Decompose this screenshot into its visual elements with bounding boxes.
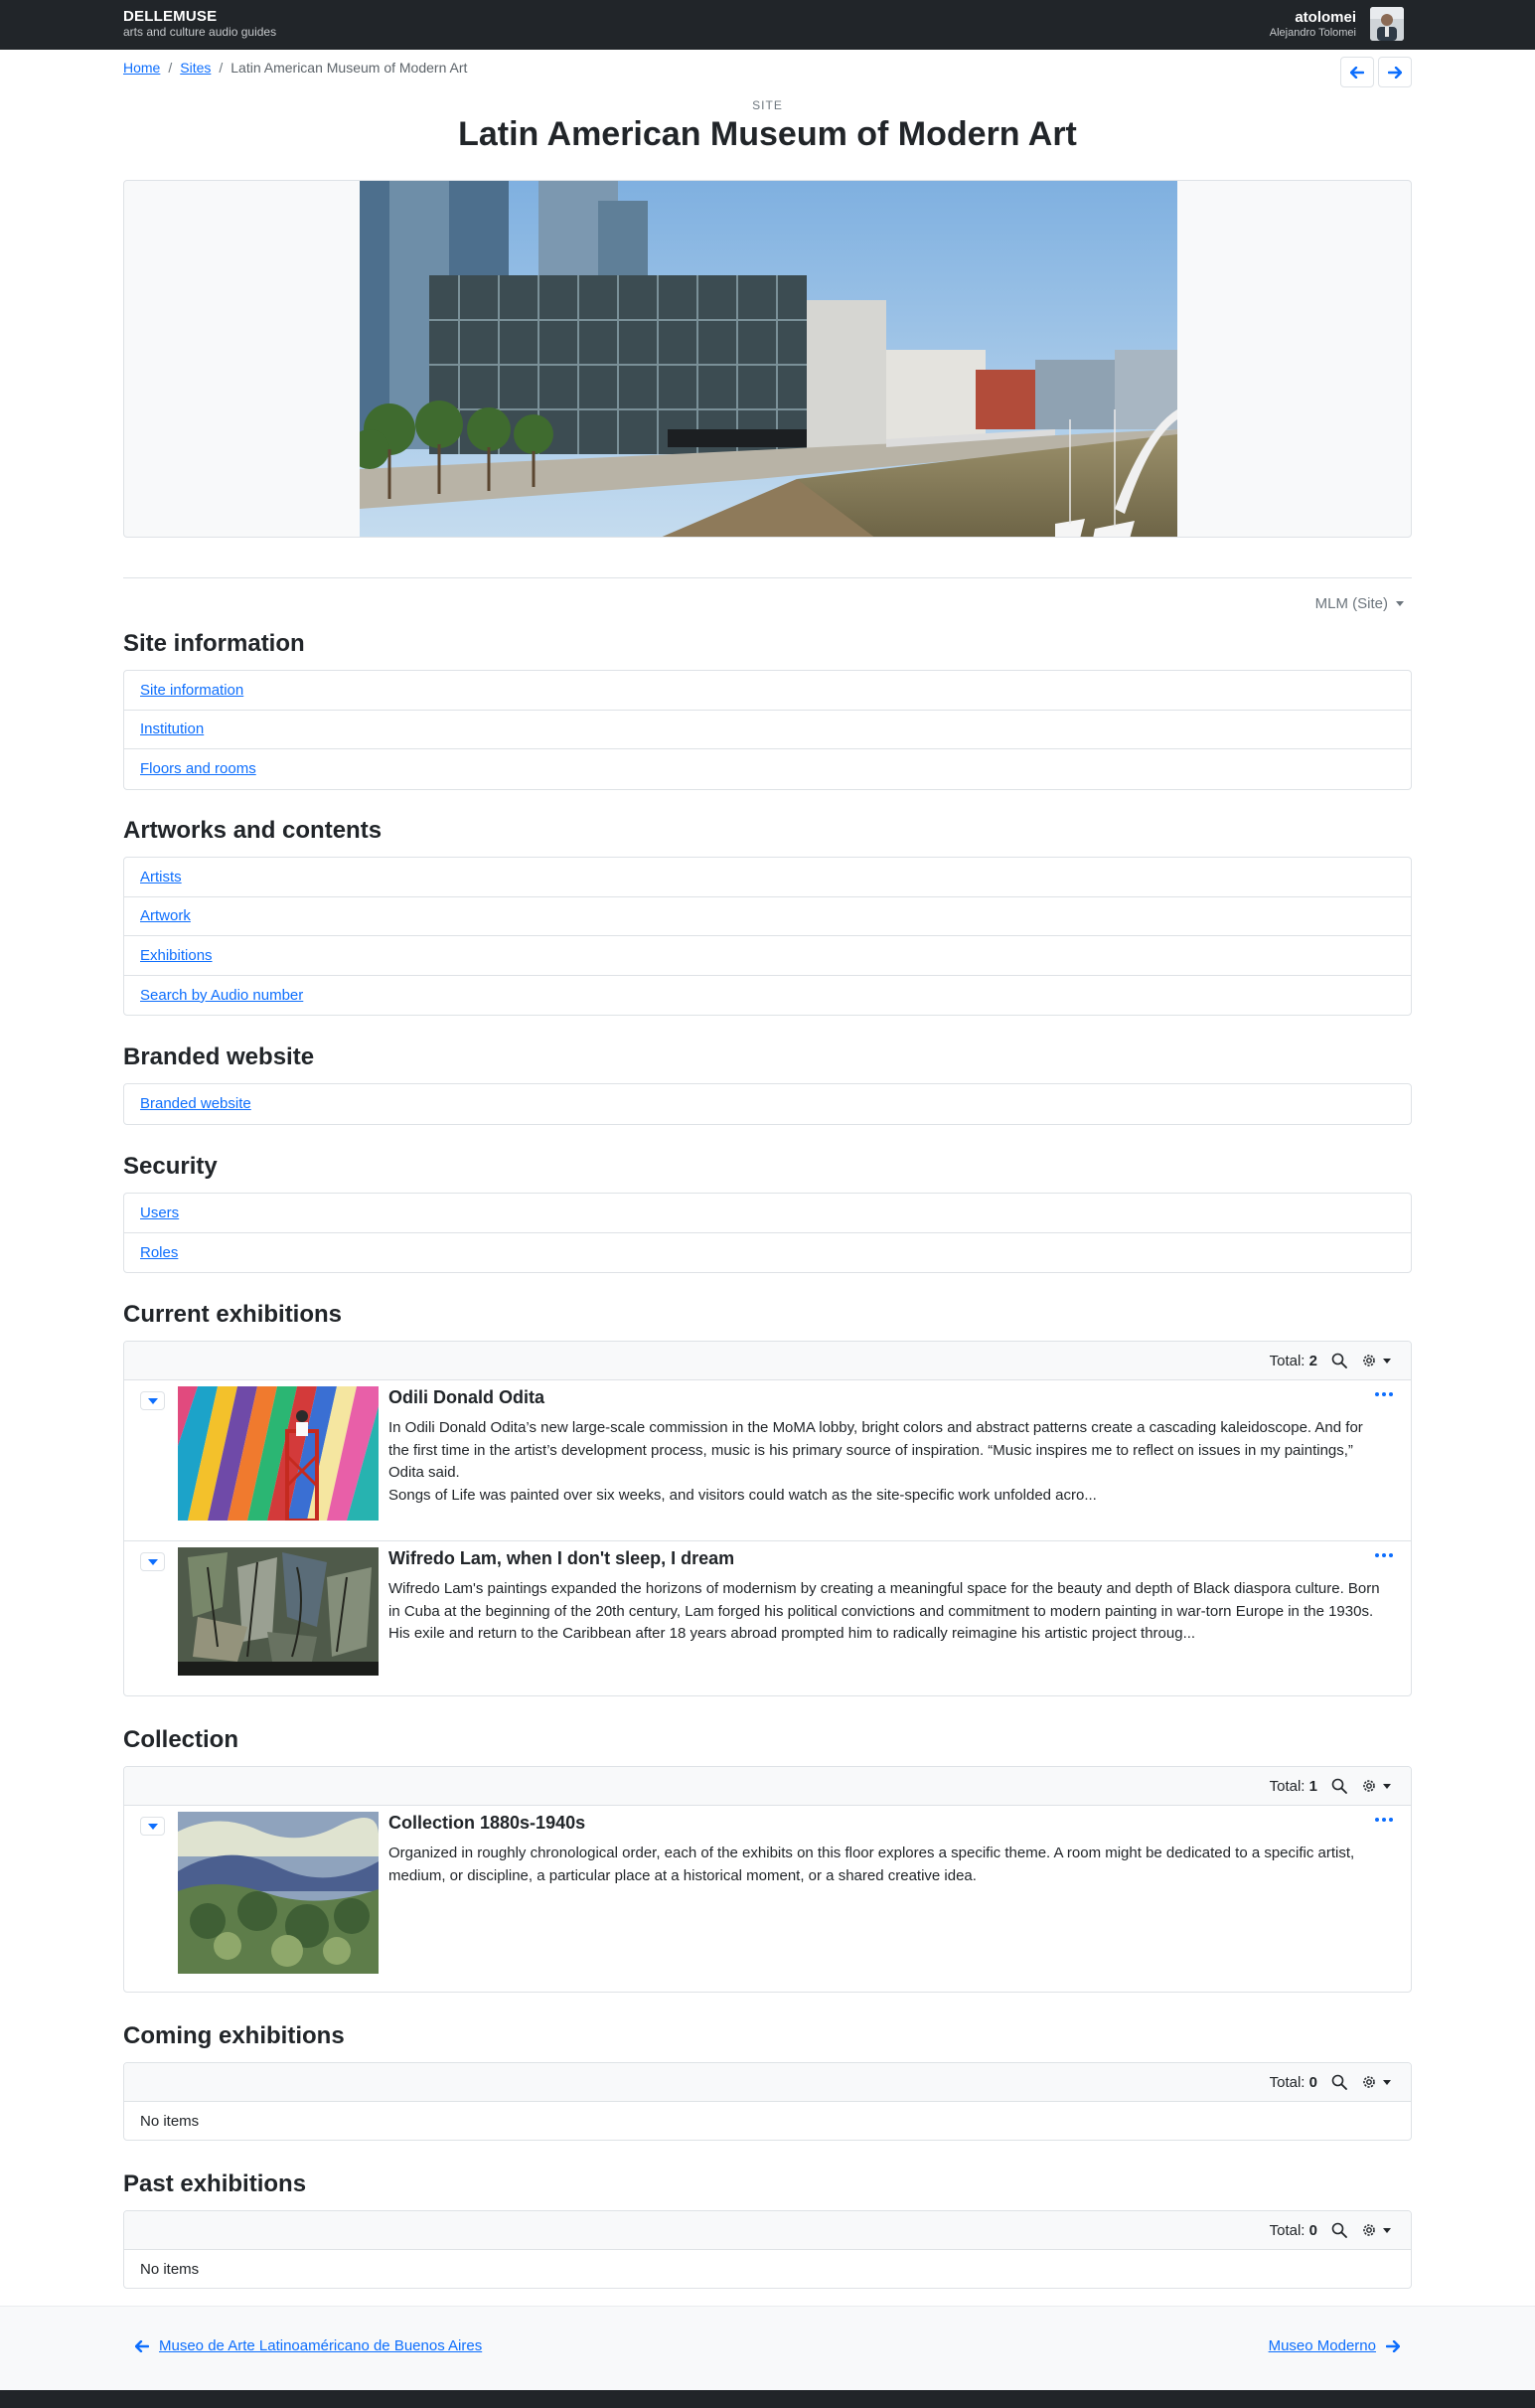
section-title-current-exhibitions: Current exhibitions (123, 1301, 343, 1328)
current-exhibitions-panel (123, 1341, 1412, 1696)
arrow-left-icon (135, 2340, 149, 2352)
past-exhibitions-panel (123, 2210, 1412, 2289)
exhibition-thumbnail[interactable] (178, 1386, 379, 1521)
previous-site-label: Museo de Arte Latinoaméricano de Buenos Aires (159, 2337, 483, 2354)
empty-state: No items (140, 2112, 200, 2130)
brand[interactable] (123, 8, 276, 40)
breadcrumb-home[interactable]: Home (123, 60, 161, 76)
link-roles[interactable]: Roles (140, 1243, 179, 1261)
chevron-down-icon (1383, 1784, 1391, 1789)
breadcrumb-separator: / (168, 60, 173, 76)
previous-site-button[interactable] (1340, 57, 1374, 87)
user-full-name: Alejandro Tolomei (1269, 27, 1356, 39)
breadcrumb-current: Latin American Museum of Modern Art (230, 60, 468, 76)
section-title-artworks: Artworks and contents (123, 817, 383, 844)
link-site-information[interactable]: Site information (140, 681, 244, 699)
panel-toolbar (124, 1767, 1411, 1806)
user-menu[interactable] (1270, 9, 1356, 40)
bottom-bar (0, 2390, 1535, 2408)
breadcrumb-separator: / (219, 60, 224, 76)
next-site-label: Museo Moderno (1268, 2337, 1376, 2354)
arrow-right-icon (1388, 67, 1402, 79)
next-site-link[interactable] (1269, 2337, 1400, 2354)
more-options-icon[interactable] (1375, 1392, 1393, 1396)
section-title-past-exhibitions: Past exhibitions (123, 2170, 307, 2197)
section-title-branded-website: Branded website (123, 1043, 315, 1070)
exhibition-thumbnail[interactable] (178, 1547, 379, 1676)
chevron-down-icon (1383, 2080, 1391, 2085)
exhibition-description: Wifredo Lam's paintings expanded the horizons of modernism by creating a meaningful space for the beauty and depth of Black diaspora culture. Born in Cuba at the beginning of the 20th century, Lam forged his political convictions and commitment to modern painting in war-torn Europe in the 1930s. His exile and return to the Caribbean after 18 years abroad prompted him to radically reimagine his artistic project throug... (388, 1580, 1380, 1642)
link-artwork[interactable]: Artwork (140, 907, 191, 925)
settings-dropdown[interactable] (1361, 2074, 1391, 2090)
artworks-list (123, 857, 1412, 1016)
more-options-icon[interactable] (1375, 1818, 1393, 1822)
search-icon[interactable] (1331, 2074, 1347, 2090)
more-options-icon[interactable] (1375, 1553, 1393, 1557)
previous-site-link[interactable] (135, 2337, 482, 2354)
total-count: 1 (1308, 1777, 1317, 1795)
section-title-collection: Collection (123, 1726, 239, 1753)
breadcrumb-sites[interactable]: Sites (180, 60, 212, 76)
user-login[interactable]: atolomei (1295, 9, 1356, 26)
panel-toolbar (124, 1342, 1411, 1380)
search-icon[interactable] (1331, 2222, 1347, 2238)
list-item (124, 1233, 1411, 1273)
page-title: Latin American Museum of Modern Art (458, 115, 1077, 153)
search-icon[interactable] (1331, 1778, 1347, 1794)
link-branded-website[interactable]: Branded website (140, 1095, 251, 1113)
list-item (124, 1541, 1411, 1696)
chevron-down-icon (148, 1398, 158, 1404)
section-title-site-information: Site information (123, 630, 305, 657)
divider (123, 577, 1412, 578)
museum-photo (360, 181, 1177, 538)
exhibition-description-p2: Songs of Life was painted over six weeks, and visitors could watch as the site-specific work unfolded acro... (388, 1486, 1097, 1504)
coming-exhibitions-panel (123, 2062, 1412, 2141)
empty-state: No items (140, 2260, 200, 2278)
total-label: Total: (1269, 1777, 1305, 1795)
exhibition-description-p1: In Odili Donald Odita’s new large-scale commission in the MoMA lobby, bright colors and abstract patterns create a cascading kaleidoscope. And for the first time in the artist’s development process, music is his primary source of inspiration. “Music inspires me to reflect on issues in my paintings,” Odita said. (388, 1419, 1363, 1481)
site-information-list (123, 670, 1412, 790)
total-label: Total: (1269, 2073, 1305, 2091)
gear-icon (1361, 1778, 1377, 1794)
top-navbar (0, 0, 1535, 50)
list-item (124, 711, 1411, 750)
gear-icon (1361, 2074, 1377, 2090)
list-item (124, 1806, 1411, 1992)
expand-toggle[interactable] (140, 1817, 165, 1836)
total-count: 2 (1308, 1352, 1317, 1369)
exhibition-description (388, 1417, 1382, 1507)
branded-website-list (123, 1083, 1412, 1125)
hero-image-frame (123, 180, 1412, 538)
total-label: Total: (1269, 1352, 1305, 1369)
section-title-coming-exhibitions: Coming exhibitions (123, 2022, 345, 2049)
section-title-security: Security (123, 1153, 218, 1180)
total-count: 0 (1308, 2073, 1317, 2091)
page-kicker: SITE (752, 98, 783, 112)
settings-dropdown[interactable] (1361, 1353, 1391, 1368)
chevron-down-icon (148, 1559, 158, 1565)
list-item (124, 976, 1411, 1016)
site-selector-label: MLM (Site) (1314, 595, 1388, 612)
link-floors-and-rooms[interactable]: Floors and rooms (140, 760, 256, 778)
gear-icon (1361, 2222, 1377, 2238)
panel-toolbar (124, 2063, 1411, 2102)
link-institution[interactable]: Institution (140, 721, 205, 738)
settings-dropdown[interactable] (1361, 2222, 1391, 2238)
total-label: Total: (1269, 2221, 1305, 2239)
arrow-right-icon (1386, 2340, 1400, 2352)
link-users[interactable]: Users (140, 1204, 180, 1221)
collection-thumbnail[interactable] (178, 1812, 379, 1974)
collection-panel (123, 1766, 1412, 1993)
total-count: 0 (1308, 2221, 1317, 2239)
gear-icon (1361, 1353, 1377, 1368)
list-item (124, 749, 1411, 789)
chevron-down-icon (148, 1824, 158, 1830)
expand-toggle[interactable] (140, 1391, 165, 1410)
chevron-down-icon (1396, 601, 1404, 606)
list-item (124, 1194, 1411, 1233)
list-item (124, 1084, 1411, 1124)
list-item (124, 858, 1411, 897)
search-icon[interactable] (1331, 1353, 1347, 1368)
exhibition-title[interactable]: Wifredo Lam, when I don't sleep, I dream (388, 1548, 735, 1568)
list-item (124, 671, 1411, 711)
collection-title[interactable]: Collection 1880s-1940s (388, 1813, 586, 1833)
chevron-down-icon (1383, 2228, 1391, 2233)
link-artists[interactable]: Artists (140, 868, 182, 885)
brand-tagline: arts and culture audio guides (123, 25, 277, 39)
settings-dropdown[interactable] (1361, 1778, 1391, 1794)
brand-name[interactable]: DELLEMUSE (123, 8, 218, 25)
site-selector-dropdown[interactable] (1315, 595, 1404, 612)
collection-description: Organized in roughly chronological order, each of the exhibits on this floor explores a specific theme. A room might be dedicated to a specific artist, medium, or discipline, a particular place at a historical moment, or a shared creative idea. (388, 1845, 1355, 1884)
list-item (124, 897, 1411, 937)
list-item (124, 936, 1411, 976)
exhibition-title[interactable]: Odili Donald Odita (388, 1387, 544, 1407)
panel-toolbar (124, 2211, 1411, 2250)
breadcrumb (123, 60, 467, 76)
link-search-audio-number[interactable]: Search by Audio number (140, 986, 304, 1004)
expand-toggle[interactable] (140, 1552, 165, 1571)
avatar[interactable] (1370, 7, 1404, 41)
list-item (124, 1380, 1411, 1541)
security-list (123, 1193, 1412, 1273)
chevron-down-icon (1383, 1359, 1391, 1364)
next-site-button[interactable] (1378, 57, 1412, 87)
arrow-left-icon (1350, 67, 1364, 79)
footer-navigation (0, 2306, 1535, 2390)
link-exhibitions[interactable]: Exhibitions (140, 946, 213, 964)
